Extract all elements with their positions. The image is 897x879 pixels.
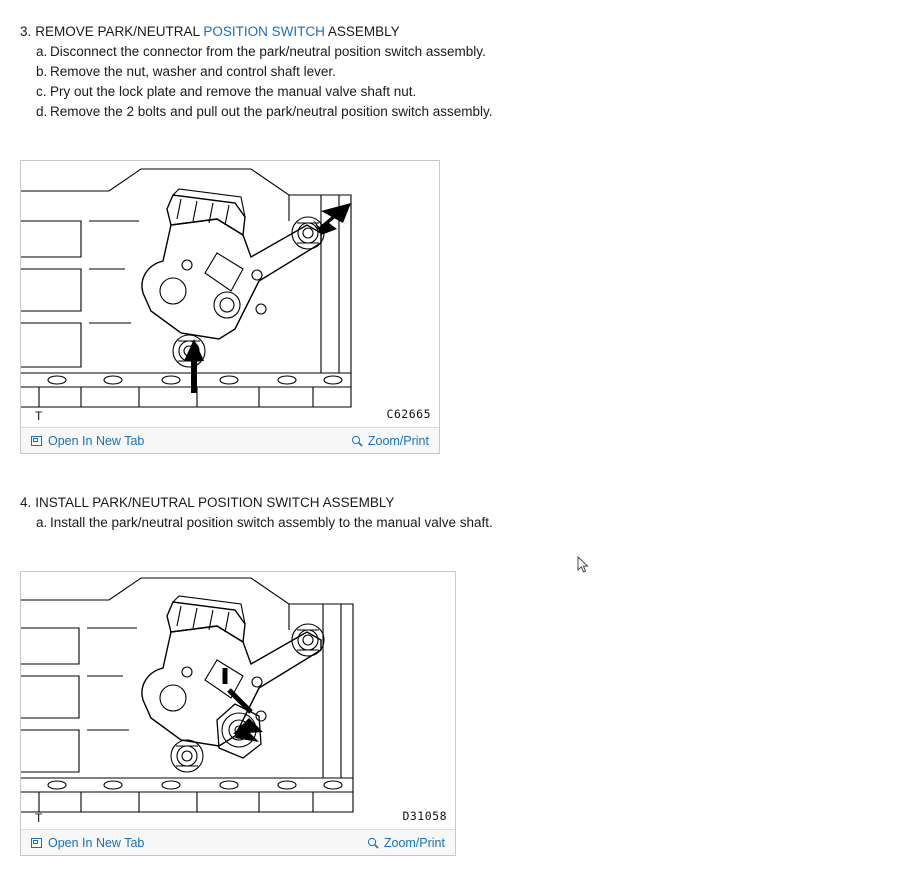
figure-c62665-corner-mark: T [35, 409, 43, 423]
substep-3b [20, 62, 493, 82]
callout-arrow-lower [184, 339, 204, 393]
figure-d31058-code: D31058 [402, 809, 447, 823]
step-3-title-post: ASSEMBLY [324, 24, 400, 39]
substep-3a-text: Disconnect the connector from the park/neutral position switch assembly. [50, 44, 486, 59]
substep-3b-text: Remove the nut, washer and control shaft lever. [50, 64, 336, 79]
open-in-new-tab-label-2: Open In New Tab [48, 835, 145, 850]
position-switch-link[interactable]: POSITION SWITCH [203, 24, 325, 39]
step-3-title [20, 22, 493, 42]
figure-d31058-toolbar [21, 829, 455, 855]
open-in-new-tab-button-1[interactable] [31, 434, 144, 448]
figure-c62665 [20, 160, 440, 454]
substep-3b-label: b. [36, 64, 48, 79]
substep-3a [20, 42, 493, 62]
zoom-print-label-2: Zoom/Print [383, 835, 445, 850]
step-3-title-pre: REMOVE PARK/NEUTRAL [35, 24, 204, 39]
step-4-substeps [20, 513, 493, 533]
substep-3a-label: a. [36, 44, 48, 59]
procedure-step-3 [20, 22, 493, 122]
open-in-new-tab-button-2[interactable] [31, 836, 144, 850]
callout-arrow-upper [313, 203, 351, 235]
zoom-print-button-2[interactable] [367, 836, 445, 850]
step-4-number: 4. [20, 495, 32, 510]
substep-4a-text: Install the park/neutral position switch assembly to the manual valve shaft. [50, 515, 493, 530]
open-in-new-tab-label-1: Open In New Tab [48, 433, 145, 448]
figure-d31058 [20, 571, 456, 856]
new-window-icon [31, 837, 43, 849]
magnifier-icon [367, 837, 379, 849]
substep-4a [20, 513, 493, 533]
substep-3d-text: Remove the 2 bolts and pull out the park/neutral position switch assembly. [50, 104, 493, 119]
step-4-title [20, 493, 493, 513]
figure-c62665-toolbar [21, 427, 439, 453]
step-4-title-pre: INSTALL PARK/NEUTRAL POSITION SWITCH ASSEMBLY [35, 495, 395, 510]
substep-4a-label: a. [36, 515, 48, 530]
install-arrow [225, 668, 263, 742]
figure-d31058-image [21, 572, 455, 829]
zoom-print-button-1[interactable] [351, 434, 429, 448]
mouse-cursor [577, 556, 589, 574]
substep-3c [20, 82, 493, 102]
substep-3d [20, 102, 493, 122]
figure-d31058-corner-mark: T [35, 811, 43, 825]
new-window-icon [31, 435, 43, 447]
substep-3c-label: c. [36, 84, 47, 99]
step-3-substeps [20, 42, 493, 122]
transmission-case-diagram-1 [21, 161, 439, 427]
substep-3c-text: Pry out the lock plate and remove the manual valve shaft nut. [50, 84, 417, 99]
figure-c62665-code: C62665 [386, 407, 431, 421]
zoom-print-label-1: Zoom/Print [367, 433, 429, 448]
transmission-case-diagram-2 [21, 572, 455, 829]
substep-3d-label: d. [36, 104, 48, 119]
figure-c62665-image [21, 161, 439, 427]
step-3-number: 3. [20, 24, 32, 39]
magnifier-icon [351, 435, 363, 447]
procedure-step-4 [20, 493, 493, 533]
